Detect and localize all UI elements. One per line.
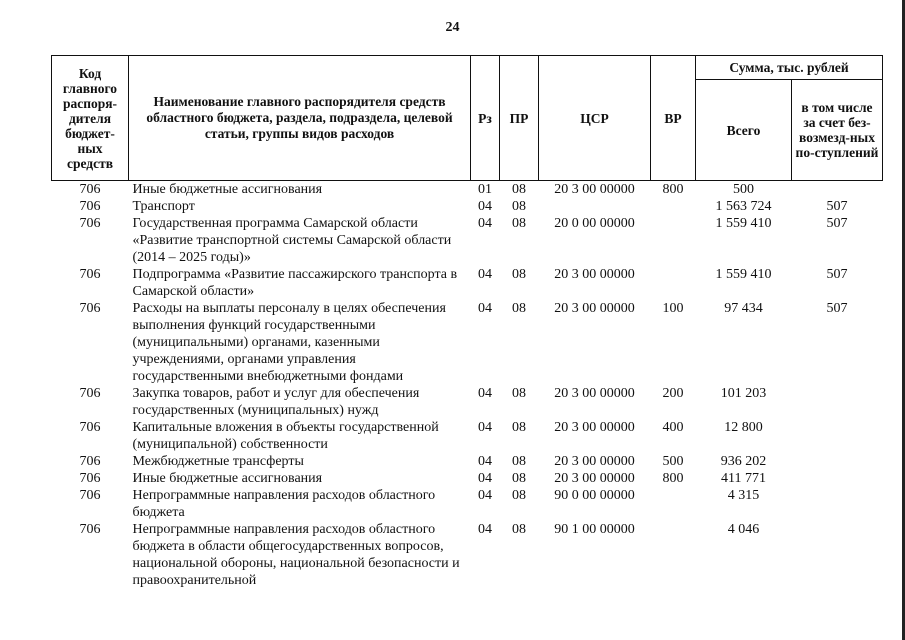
header-vr: ВР bbox=[651, 56, 696, 181]
cell-gratuitous bbox=[792, 521, 883, 589]
table-row bbox=[52, 300, 883, 385]
cell-pr: 08 bbox=[512, 182, 526, 197]
table-row bbox=[52, 181, 883, 199]
cell-code: 706 bbox=[79, 216, 101, 231]
table-row bbox=[52, 521, 883, 589]
table-header bbox=[52, 56, 883, 181]
cell-code: 706 bbox=[79, 488, 101, 503]
cell-total: 97 434 bbox=[724, 301, 763, 316]
cell-pr: 08 bbox=[512, 301, 526, 316]
cell-name: Капитальные вложения в объекты государственной (муниципальной) собственности bbox=[132, 420, 439, 452]
cell-name: Непрограммные направления расходов областного бюджета bbox=[132, 488, 436, 520]
cell-name: Иные бюджетные ассигнования bbox=[132, 471, 323, 486]
budget-table bbox=[51, 55, 883, 589]
cell-code: 706 bbox=[79, 420, 101, 435]
header-gratuitous: в том числе за счет без-возмезд-ных по-ступлений bbox=[792, 80, 883, 181]
cell-vr bbox=[651, 521, 696, 589]
cell-csr: 20 0 00 00000 bbox=[554, 216, 635, 231]
header-csr: ЦСР bbox=[539, 56, 651, 181]
cell-rz: 04 bbox=[478, 420, 492, 435]
cell-total: 936 202 bbox=[720, 454, 767, 469]
table-row bbox=[52, 385, 883, 419]
cell-rz: 01 bbox=[478, 182, 492, 197]
cell-vr: 800 bbox=[662, 182, 684, 197]
cell-pr: 08 bbox=[512, 420, 526, 435]
cell-code: 706 bbox=[79, 182, 101, 197]
cell-rz: 04 bbox=[478, 522, 492, 537]
cell-gratuitous bbox=[792, 470, 883, 487]
cell-vr bbox=[651, 266, 696, 300]
cell-total: 1 559 410 bbox=[715, 216, 772, 231]
cell-gratuitous bbox=[792, 487, 883, 521]
page-number: 24 bbox=[445, 20, 460, 35]
header-pr: ПР bbox=[500, 56, 539, 181]
table-row bbox=[52, 470, 883, 487]
cell-pr: 08 bbox=[512, 471, 526, 486]
cell-vr: 200 bbox=[662, 386, 684, 401]
cell-total: 1 559 410 bbox=[715, 267, 772, 282]
cell-pr: 08 bbox=[512, 216, 526, 231]
cell-gratuitous bbox=[792, 385, 883, 419]
table-row bbox=[52, 487, 883, 521]
table-body bbox=[52, 181, 883, 590]
cell-total: 1 563 724 bbox=[715, 199, 772, 214]
header-sum: Сумма, тыс. рублей bbox=[696, 56, 883, 80]
cell-name: Государственная программа Самарской области «Развитие транспортной системы Самарской области (2014 – 2025 годы)» bbox=[132, 216, 452, 265]
cell-pr: 08 bbox=[512, 454, 526, 469]
cell-csr: 20 3 00 00000 bbox=[554, 301, 635, 316]
cell-rz: 04 bbox=[478, 301, 492, 316]
cell-rz: 04 bbox=[478, 488, 492, 503]
cell-name: Непрограммные направления расходов областного бюджета в области общегосударственных вопросов, национальной обороны, национальной безопасности и правоохранительной bbox=[132, 522, 460, 588]
cell-code: 706 bbox=[79, 386, 101, 401]
cell-name: Закупка товаров, работ и услуг для обеспечения государственных (муниципальных) нужд bbox=[132, 386, 420, 418]
cell-pr: 08 bbox=[512, 488, 526, 503]
cell-code: 706 bbox=[79, 199, 101, 214]
cell-vr: 100 bbox=[662, 301, 684, 316]
cell-vr bbox=[651, 215, 696, 266]
cell-code: 706 bbox=[79, 522, 101, 537]
cell-csr: 20 3 00 00000 bbox=[554, 471, 635, 486]
cell-gratuitous: 507 bbox=[826, 301, 848, 316]
cell-pr: 08 bbox=[512, 267, 526, 282]
table-row bbox=[52, 419, 883, 453]
cell-rz: 04 bbox=[478, 386, 492, 401]
cell-name: Расходы на выплаты персоналу в целях обеспечения выполнения функций государственными (муниципальными) органами, казенными учреждениями, органами управления государственными внебюджетными фондами bbox=[132, 301, 446, 384]
table-row bbox=[52, 453, 883, 470]
header-code: Код главного распоря-дителя бюджет-ных средств bbox=[52, 56, 129, 181]
cell-csr: 20 3 00 00000 bbox=[554, 386, 635, 401]
cell-code: 706 bbox=[79, 301, 101, 316]
cell-vr: 800 bbox=[662, 471, 684, 486]
cell-name: Транспорт bbox=[132, 199, 195, 214]
cell-csr: 20 3 00 00000 bbox=[554, 267, 635, 282]
cell-gratuitous bbox=[792, 453, 883, 470]
cell-name: Иные бюджетные ассигнования bbox=[132, 182, 323, 197]
cell-gratuitous bbox=[792, 181, 883, 199]
cell-gratuitous: 507 bbox=[826, 216, 848, 231]
cell-total: 411 771 bbox=[721, 471, 766, 486]
cell-rz: 04 bbox=[478, 454, 492, 469]
cell-rz: 04 bbox=[478, 216, 492, 231]
cell-gratuitous bbox=[792, 419, 883, 453]
cell-rz: 04 bbox=[478, 267, 492, 282]
cell-csr bbox=[539, 198, 651, 215]
cell-vr: 400 bbox=[662, 420, 684, 435]
header-total: Всего bbox=[696, 80, 792, 181]
cell-pr: 08 bbox=[512, 386, 526, 401]
cell-pr: 08 bbox=[512, 522, 526, 537]
cell-vr bbox=[651, 487, 696, 521]
cell-total: 4 315 bbox=[727, 488, 760, 503]
cell-vr: 500 bbox=[662, 454, 684, 469]
cell-vr bbox=[651, 198, 696, 215]
cell-csr: 20 3 00 00000 bbox=[554, 420, 635, 435]
cell-pr: 08 bbox=[512, 199, 526, 214]
cell-gratuitous: 507 bbox=[826, 267, 848, 282]
cell-code: 706 bbox=[79, 471, 101, 486]
cell-total: 12 800 bbox=[724, 420, 763, 435]
cell-name: Подпрограмма «Развитие пассажирского транспорта в Самарской области» bbox=[132, 267, 458, 299]
header-name: Наименование главного распорядителя средств областного бюджета, раздела, подраздела, целевой статьи, группы видов расходов bbox=[129, 56, 471, 181]
table-row bbox=[52, 266, 883, 300]
cell-code: 706 bbox=[79, 267, 101, 282]
cell-csr: 90 1 00 00000 bbox=[554, 522, 635, 537]
cell-name: Межбюджетные трансферты bbox=[132, 454, 304, 469]
cell-csr: 90 0 00 00000 bbox=[554, 488, 635, 503]
header-rz: Рз bbox=[471, 56, 500, 181]
cell-total: 4 046 bbox=[727, 522, 760, 537]
cell-total: 101 203 bbox=[720, 386, 767, 401]
cell-gratuitous: 507 bbox=[826, 199, 848, 214]
cell-csr: 20 3 00 00000 bbox=[554, 454, 635, 469]
cell-csr: 20 3 00 00000 bbox=[554, 182, 635, 197]
cell-code: 706 bbox=[79, 454, 101, 469]
cell-rz: 04 bbox=[478, 471, 492, 486]
cell-rz: 04 bbox=[478, 199, 492, 214]
table-row bbox=[52, 198, 883, 215]
cell-total: 500 bbox=[733, 182, 754, 197]
table-row bbox=[52, 215, 883, 266]
